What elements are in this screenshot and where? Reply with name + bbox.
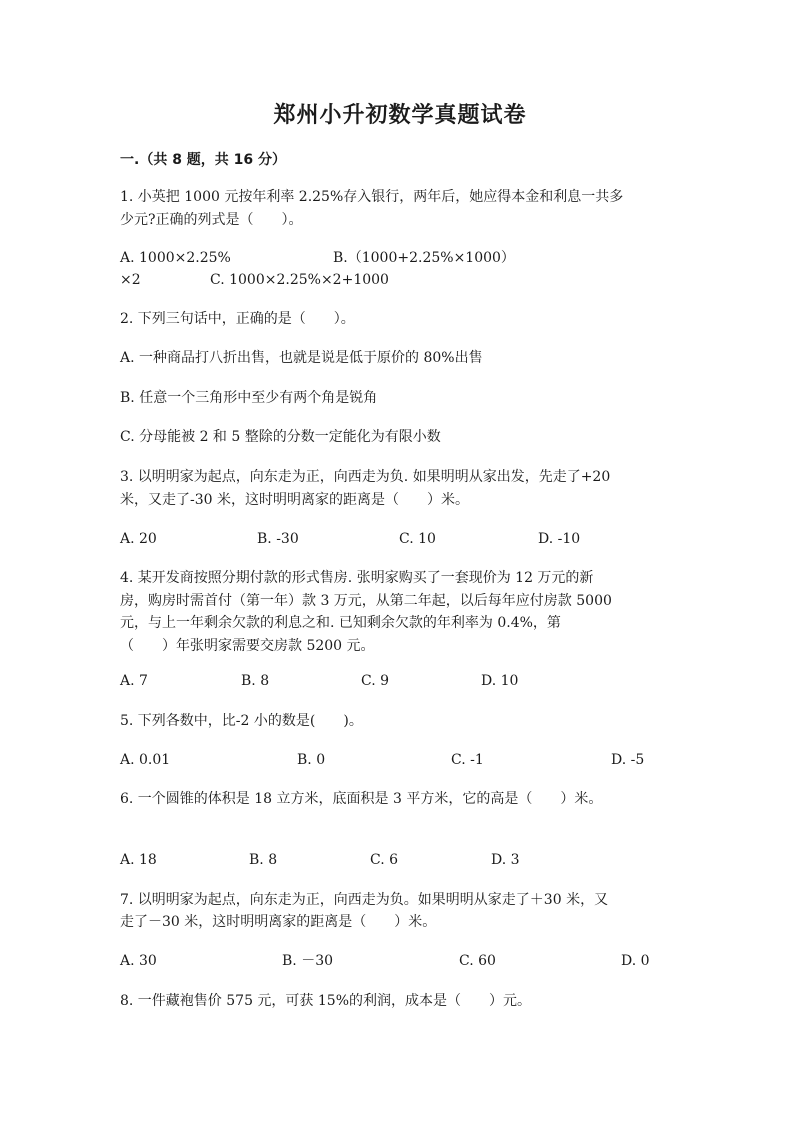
question-4-option-a: A. 7 xyxy=(120,673,148,689)
question-1-text-line-2: 少元?正确的列式是（ ）。 xyxy=(120,212,303,228)
question-7-option-a: A. 30 xyxy=(120,953,157,969)
question-3-option-c: C. 10 xyxy=(399,531,436,547)
question-7-option-d: D. 0 xyxy=(621,953,650,969)
question-4-text-line-1: 4. 某开发商按照分期付款的形式售房. 张明家购买了一套现价为 12 万元的新 xyxy=(120,570,594,586)
question-1-option-b-continued: ×2 xyxy=(120,272,141,288)
question-5-option-a: A. 0.01 xyxy=(120,752,171,768)
question-5-option-d: D. -5 xyxy=(611,752,645,768)
question-7-text-line-1: 7. 以明明家为起点，向东走为正，向西走为负。如果明明从家走了＋30 米，又 xyxy=(120,892,609,908)
question-1-option-b: B.（1000+2.25%×1000） xyxy=(333,250,515,266)
question-1-option-c: C. 1000×2.25%×2+1000 xyxy=(210,272,389,288)
question-3-option-b: B. -30 xyxy=(257,531,299,547)
question-2-option-c: C. 分母能被 2 和 5 整除的分数一定能化为有限小数 xyxy=(120,429,441,445)
question-7-option-c: C. 60 xyxy=(459,953,496,969)
question-8-text: 8. 一件藏袍售价 575 元，可获 15%的利润，成本是（ ）元。 xyxy=(120,993,531,1009)
question-4-text-line-3: 元，与上一年剩余欠款的利息之和. 已知剩余欠款的年利率为 0.4%，第 xyxy=(120,615,561,631)
page-title: 郑州小升初数学真题试卷 xyxy=(273,103,527,128)
question-4-option-b: B. 8 xyxy=(241,673,270,689)
question-3-text-line-2: 米，又走了-30 米，这时明明离家的距离是（ ）米。 xyxy=(120,492,469,508)
question-5-option-c: C. -1 xyxy=(451,752,484,768)
question-2-option-a: A. 一种商品打八折出售，也就是说是低于原价的 80%出售 xyxy=(120,350,483,366)
question-2-text: 2. 下列三句话中，正确的是（ ）。 xyxy=(120,311,355,327)
question-2-option-b: B. 任意一个三角形中至少有两个角是锐角 xyxy=(120,390,378,406)
question-3-text-line-1: 3. 以明明家为起点，向东走为正，向西走为负. 如果明明从家出发，先走了+20 xyxy=(120,469,611,485)
question-6-option-a: A. 18 xyxy=(120,852,157,868)
question-6-option-c: C. 6 xyxy=(370,852,399,868)
question-4-option-c: C. 9 xyxy=(361,673,390,689)
question-6-text: 6. 一个圆锥的体积是 18 立方米，底面积是 3 平方米，它的高是（ ）米。 xyxy=(120,791,603,807)
question-3-option-a: A. 20 xyxy=(120,531,157,547)
question-6-option-b: B. 8 xyxy=(249,852,278,868)
question-4-option-d: D. 10 xyxy=(481,673,519,689)
section-heading: 一.（共 8 题，共 16 分） xyxy=(120,152,287,168)
question-1-text-line-1: 1. 小英把 1000 元按年利率 2.25%存入银行，两年后，她应得本金和利息一共多 xyxy=(120,189,624,205)
question-5-option-b: B. 0 xyxy=(297,752,326,768)
question-5-text: 5. 下列各数中，比-2 小的数是( )。 xyxy=(120,713,363,729)
question-4-text-line-4: （ ）年张明家需要交房款 5200 元。 xyxy=(120,638,375,654)
question-7-option-b: B. －30 xyxy=(282,953,334,969)
question-6-option-d: D. 3 xyxy=(491,852,520,868)
question-7-text-line-2: 走了－30 米，这时明明离家的距离是（ ）米。 xyxy=(120,914,437,930)
question-1-option-a: A. 1000×2.25% xyxy=(120,250,231,266)
question-3-option-d: D. -10 xyxy=(538,531,581,547)
question-4-text-line-2: 房，购房时需首付（第一年）款 3 万元，从第二年起，以后每年应付房款 5000 xyxy=(120,593,612,609)
